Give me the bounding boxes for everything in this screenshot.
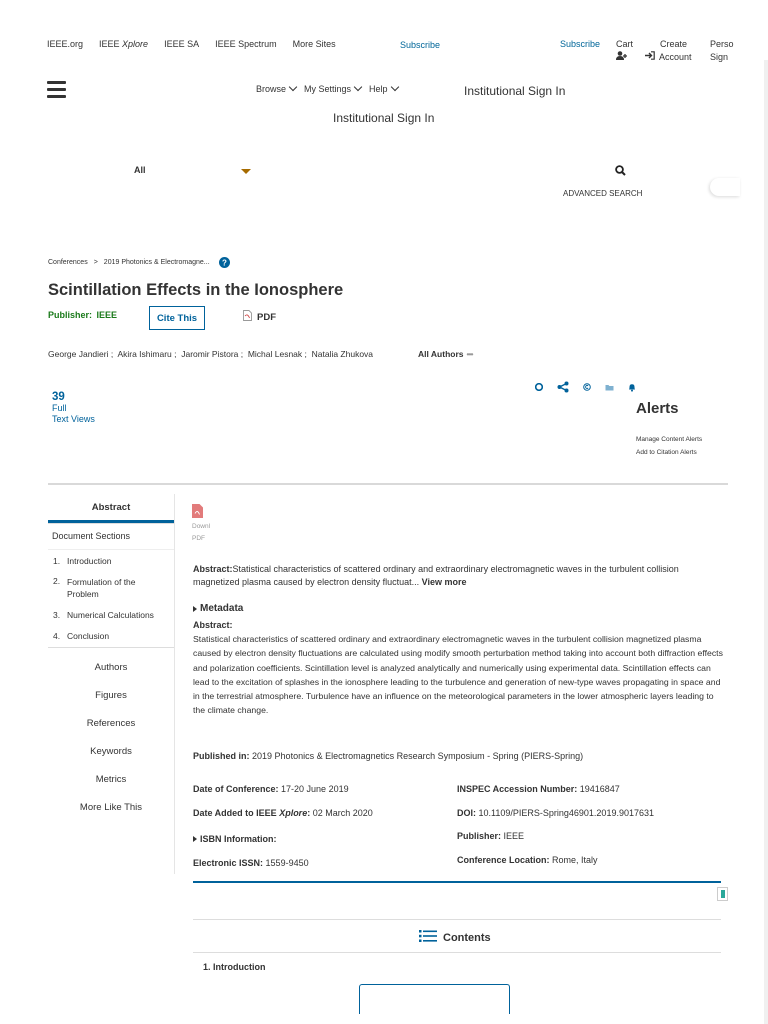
- isbn-label: ISBN Information:: [200, 834, 277, 844]
- section-label: Introduction: [67, 556, 112, 566]
- date-conf-value: 17-20 June 2019: [281, 784, 349, 794]
- inspec-label: INSPEC Accession Number:: [457, 784, 578, 794]
- section-label: [67, 576, 136, 600]
- continue-reading-button[interactable]: [359, 984, 510, 1014]
- svg-text:?: ?: [221, 258, 227, 268]
- abstract-summary-label: Abstract:: [193, 564, 233, 574]
- citation-alerts-link[interactable]: Add to Citation Alerts: [636, 449, 697, 456]
- abstract-summary-text: Statistical characteristics of scattered ordinary and extraordinary electromagnetic waves in the turbulent collision magnetized plasma caused by electron density fluctuat...: [193, 564, 679, 587]
- sign-in-arrow-icon: [645, 51, 655, 62]
- more-dots-icon: •••: [466, 349, 473, 359]
- sidebar-link-references[interactable]: References: [86, 718, 136, 729]
- create-account-line2: Account: [659, 51, 692, 62]
- section-label: Numerical Calculations: [67, 610, 154, 620]
- nav-ieee-sa[interactable]: IEEE SA: [164, 39, 200, 49]
- browse-menu[interactable]: Browse: [256, 84, 296, 94]
- personal-line2: Sign: [710, 52, 729, 62]
- sidebar-links: [48, 662, 174, 813]
- section-item-introduction[interactable]: [48, 550, 174, 566]
- views-label-1: Full: [52, 403, 67, 413]
- nav-ieee-spectrum[interactable]: IEEE Spectrum: [215, 39, 277, 49]
- date-added-label-1: Date Added to IEEE: [193, 808, 280, 818]
- pdf-file-icon: [243, 310, 252, 324]
- personal-line1: Perso: [710, 39, 734, 49]
- date-conf-label: Date of Conference:: [193, 784, 279, 794]
- tab-abstract[interactable]: Abstract: [48, 494, 174, 523]
- breadcrumb-separator: >: [93, 259, 98, 266]
- location-value: Rome, Italy: [552, 855, 598, 865]
- date-added-label: [193, 808, 310, 818]
- sidebar-link-metrics[interactable]: Metrics: [95, 774, 127, 785]
- breadcrumb-conferences[interactable]: Conferences: [48, 259, 88, 266]
- share-icon[interactable]: [557, 381, 569, 395]
- pdf-download-line1: Downl: [192, 523, 211, 530]
- eissn-label: Electronic ISSN:: [193, 858, 264, 868]
- hamburger-menu-icon[interactable]: [47, 81, 66, 102]
- sidebar-link-figures[interactable]: Figures: [95, 690, 127, 701]
- details-publisher: [457, 831, 524, 841]
- advanced-search-link[interactable]: ADVANCED SEARCH: [563, 189, 643, 198]
- section-num: 3.: [53, 610, 61, 620]
- main-nav: [256, 84, 398, 94]
- metadata-label: Metadata: [200, 603, 244, 614]
- caret-right-icon: [193, 836, 197, 842]
- eissn-value: 1559-9450: [265, 858, 309, 868]
- section-num: 4.: [53, 631, 61, 641]
- published-in-value[interactable]: 2019 Photonics & Electromagnetics Research Symposium - Spring (PIERS-Spring): [252, 751, 584, 761]
- search-scope-value[interactable]: All: [134, 165, 146, 175]
- page-scrollbar[interactable]: [764, 60, 768, 1024]
- create-account-link[interactable]: [645, 39, 692, 62]
- author-list[interactable]: George Jandieri ; Akira Ishimaru ; Jaromir Pistora ; Michal Lesnak ; Natalia Zhukova: [48, 349, 374, 359]
- all-authors-link[interactable]: [418, 349, 472, 359]
- conference-location: [457, 855, 598, 865]
- copyright-icon[interactable]: [583, 383, 591, 393]
- download-pdf-widget[interactable]: [192, 504, 210, 542]
- section-item-numerical[interactable]: [48, 600, 174, 620]
- publisher-value: IEEE: [96, 310, 118, 320]
- date-of-conference: [193, 784, 349, 794]
- pdf-label: PDF: [257, 311, 276, 323]
- details-publisher-label: Publisher:: [457, 831, 502, 841]
- doi-value[interactable]: 10.1109/PIERS-Spring46901.2019.9017631: [478, 808, 654, 818]
- section-num: 2.: [53, 576, 61, 586]
- views-label-2: Text Views: [52, 414, 95, 424]
- inspec-value: 19416847: [579, 784, 620, 794]
- contents-first-section[interactable]: 1. Introduction: [203, 962, 266, 972]
- section-label: Conclusion: [67, 631, 110, 641]
- section-label-line1: Formulation of the: [67, 577, 136, 587]
- published-in-label: Published in:: [193, 751, 250, 761]
- institutional-sign-in-link[interactable]: Institutional Sign In: [464, 84, 566, 98]
- published-in: [193, 751, 583, 761]
- date-added-label-xplore: Xplore: [279, 808, 308, 818]
- bell-alert-icon[interactable]: [628, 383, 636, 394]
- abstract-full-label: Abstract:: [193, 620, 233, 630]
- caret-right-icon: [193, 606, 197, 612]
- pdf-download-line2: PDF: [192, 535, 205, 542]
- contents-top-rule: [193, 919, 721, 920]
- feedback-widget[interactable]: [717, 887, 728, 901]
- nav-more-sites[interactable]: More Sites: [292, 39, 336, 49]
- sidebar-link-more-like-this[interactable]: More Like This: [79, 802, 143, 813]
- document-sidebar: [48, 494, 174, 813]
- doi: [457, 808, 654, 818]
- search-scope-dropdown-icon[interactable]: [241, 169, 251, 174]
- publisher-label: Publisher:: [48, 310, 93, 320]
- personal-sign-in[interactable]: [710, 39, 734, 62]
- sidebar-link-keywords[interactable]: Keywords: [90, 746, 132, 757]
- full-text-views: [52, 391, 95, 425]
- doi-label: DOI:: [457, 808, 476, 818]
- manage-content-alerts-link[interactable]: Manage Content Alerts: [636, 436, 703, 443]
- nav-ieee-xplore-prefix: IEEE: [99, 39, 123, 49]
- cart-label: Cart: [616, 39, 634, 49]
- contents-bottom-rule: [193, 952, 721, 953]
- page-title: Scintillation Effects in the Ionosphere: [48, 281, 344, 299]
- metadata-toggle[interactable]: [193, 603, 243, 614]
- alerts-heading: Alerts: [636, 400, 679, 417]
- nav-ieee-xplore[interactable]: [99, 39, 148, 49]
- location-label: Conference Location:: [457, 855, 550, 865]
- contents-heading: [419, 929, 491, 946]
- breadcrumb: [48, 257, 230, 268]
- institutional-sign-in-button[interactable]: Institutional Sign In: [333, 111, 435, 125]
- feedback-tab[interactable]: [710, 178, 740, 196]
- folder-icon[interactable]: [605, 383, 614, 393]
- details-publisher-value: IEEE: [503, 831, 525, 841]
- subscribe-link-left[interactable]: Subscribe: [400, 40, 441, 50]
- meta-nav: [47, 39, 352, 49]
- section-item-conclusion[interactable]: [48, 620, 174, 647]
- nav-xplore-italic: Xplore: [122, 39, 149, 49]
- section-divider: [48, 483, 728, 485]
- feedback-widget-bar: [721, 890, 725, 898]
- view-more-link[interactable]: View more: [421, 577, 467, 587]
- document-sections-heading: Document Sections: [52, 531, 131, 541]
- help-circle-icon[interactable]: [219, 257, 230, 268]
- isbn-toggle[interactable]: [193, 834, 277, 844]
- inspec-accession: [457, 784, 620, 794]
- sidebar-divider: [174, 494, 175, 874]
- section-item-formulation[interactable]: [48, 566, 174, 600]
- article-action-icons: [535, 381, 636, 395]
- abstract-summary: [193, 563, 721, 589]
- all-authors-label: All Authors: [418, 349, 464, 359]
- abstract-full-text: Statistical characteristics of scattered ordinary and extraordinary electromagnetic waves in the turbulent collision magnetized plasma caused by electron density fluctuations are calculated using modify smooth perturbation method taking into account both diffraction effects and polarization coefficients. Scintillation level is analyzed analytically and numerically using experimental data. Scintillation effects can lead to the excitation of splashes in the ionosphere leading to the turbulence and generation of new-type waves propagating in space and in the terrestrial atmosphere. Turbulence have an influence on the meteorological parameters in the lower atmospheric layers leading to the climate change.: [193, 634, 723, 716]
- pdf-download-icon: [192, 504, 210, 520]
- sidebar-link-authors[interactable]: Authors: [94, 662, 128, 673]
- help-menu[interactable]: Help: [369, 84, 398, 94]
- my-settings-menu[interactable]: My Settings: [304, 84, 361, 94]
- list-icon: [419, 929, 437, 946]
- views-count: 39: [52, 391, 65, 403]
- publisher: [48, 310, 117, 320]
- pdf-link[interactable]: [243, 310, 276, 324]
- details-bottom-rule: [193, 881, 721, 883]
- section-num: 1.: [53, 556, 61, 566]
- contents-title: Contents: [443, 931, 491, 944]
- electronic-issn: [193, 858, 309, 868]
- nav-ieee-org[interactable]: IEEE.org: [47, 39, 84, 49]
- section-label-line2: Problem: [67, 589, 99, 599]
- date-added-value: 02 March 2020: [312, 808, 373, 818]
- subscribe-link-right[interactable]: Subscribe: [560, 39, 601, 49]
- cart-icon: [616, 51, 633, 62]
- cite-this-button[interactable]: Cite This: [149, 306, 205, 330]
- date-added: [193, 808, 373, 818]
- create-account-line1: Create: [660, 39, 688, 49]
- orcid-icon[interactable]: [535, 383, 543, 393]
- breadcrumb-conference[interactable]: 2019 Photonics & Electromagne...: [103, 259, 210, 266]
- search-icon[interactable]: [615, 165, 626, 178]
- cart-link[interactable]: [616, 39, 633, 62]
- date-added-label-2: :: [307, 808, 311, 818]
